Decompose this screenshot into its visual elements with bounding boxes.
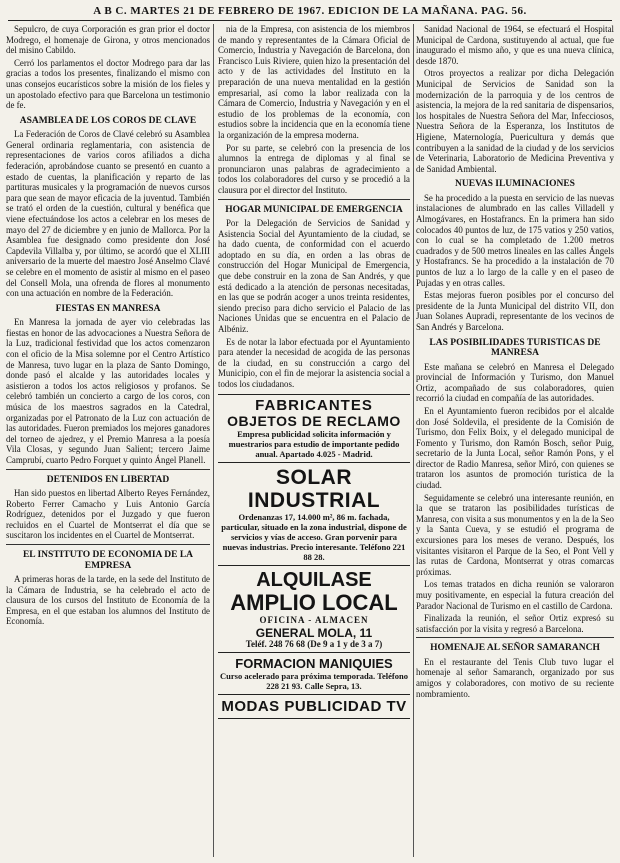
ad-body: Empresa publicidad solicita información y muestrarios para estudio de importante pedido anual. Apartado 4.025 - Madrid. — [228, 428, 400, 459]
ad-formacion-maniquies — [218, 653, 410, 695]
column-2 — [218, 24, 410, 859]
divider — [416, 637, 614, 638]
section-title: ASAMBLEA DE LOS COROS DE CLAVE — [19, 115, 197, 126]
page-header: A B C. MARTES 21 DE FEBRERO DE 1967. EDICION DE LA MAÑANA. PAG. 56. — [8, 4, 612, 21]
paragraph: Sanidad Nacional de 1964, se efectuará el Hospital Municipal de Cardona, sustituyendo al actual, que fue inaugurado el mismo año, y que es una nueva clínica, desde 1870. — [416, 24, 614, 66]
paragraph: Cerró los parlamentos el doctor Modrego para dar las gracias a todos los presentes, finalizando el mismo con unas consejos eucarísticos sobre la misión de los fieles y un apostolado efectivo para que Barcelona un testimonio de fe. — [6, 57, 210, 111]
section-title: LAS POSIBILIDADES TURISTICAS DE MANRESA — [429, 337, 601, 359]
column-1 — [6, 24, 210, 859]
paragraph: Se ha procedido a la puesta en servicio de las nuevas instalaciones de alumbrado en las calles Villadell y Almogávares, en Hostafrancs. En la primera han sido colocados 40 puntos de luz, de 175 vatios y 250 vatios, con lo cual se ha completado de 1.200 metros cuadrados y de 500 metros lineales en las calles Ángels y Hostafrancs. Se ha procedido a la instalación de 70 puntos de luz a lo largo de la calle y en el paseo de Pujadas y en otras calles. — [416, 192, 614, 288]
ad-modas-publicidad — [218, 695, 410, 719]
section-title: EL INSTITUTO DE ECONOMIA DE LA EMPRESA — [22, 550, 194, 571]
ad-title: FORMACION MANIQUIES — [235, 656, 393, 672]
ad-title: SOLAR INDUSTRIAL — [247, 465, 381, 512]
column-divider-2 — [413, 24, 414, 857]
ad-address: GENERAL MOLA, 11 — [255, 626, 373, 641]
ad-solar-industrial — [218, 463, 410, 566]
ad-title: ALQUILASE — [256, 568, 372, 591]
divider — [6, 544, 210, 545]
column-3 — [416, 24, 614, 859]
section-title: HOGAR MUNICIPAL DE EMERGENCIA — [225, 204, 403, 215]
ad-body: Ordenanzas 17, 14.000 m², 86 m. fachada, particular, situado en la zona industrial, dispone de servicios y vías de acceso. Gran porvenir para nuevas industrias. Precio interesante. Teléfono 221 88 28. — [221, 511, 407, 562]
paragraph: Por la Delegación de Servicios de Sanidad y Asistencia Social del Ayuntamiento de la ciudad, se ha dado cuenta, de conformidad con el acuerdo adoptado en su día, en orden a las obras de construcción del Hogar Municipal de Emergencia, que debe construir en la zona de San Andrés, y que está dedicado a la atención de personas necesitadas, en las que se podrán acoger a unos treinta residentes, siendo preciso para dicho servicio el Palacio de las Naciones Unidas que se encuentra en el Palacio de Albéniz. — [218, 218, 410, 334]
paragraph: Otros proyectos a realizar por dicha Delegación Municipal de Servicios de Sanidad son la modernización de la parroquia y de los centros de asistencia, la mejora de la red sanitaria de dispensarios, los hospitales de Nuestra Señora del Mar, Infecciosos, Nuestra Señora de la Esperanza, los Institutos de Higiene, Maternología, Puericultura y demás que contribuyen a la sanidad de la ciudad y de los servicios de Veterinaria, Laboratorio de Medicina Preventiva y de Sanidad Ambiental. — [416, 68, 614, 174]
column-divider-1 — [213, 24, 214, 857]
paragraph: Han sido puestos en libertad Alberto Reyes Fernández, Roberto Ferrer Camacho y Luis Antonio García Rodríguez, detenidos por el Juzgado y que fueron recluidos en el Cuartel de Montserrat el día que se suscitaron los incidentes en el Cuartel de Montserrat. — [6, 488, 210, 541]
divider — [6, 469, 210, 470]
section-title: HOMENAJE AL SEÑOR SAMARANCH — [430, 643, 600, 654]
paragraph: Por su parte, se celebró con la presencia de los alumnos la entrega de diplomas y al final se pronunciaron unas palabras de agradecimiento a todos los colaboradores del curso y se procedió a la clausura por el director del Instituto. — [218, 142, 410, 195]
paragraph: En el restaurante del Tenis Club tuvo lugar el homenaje al señor Samaranch, organizado por sus amigos y colaboradores, con motivo de su reciente nombramiento. — [416, 656, 614, 699]
ad-title: OBJETOS DE RECLAMO — [227, 412, 401, 429]
paragraph: A primeras horas de la tarde, en la sede del Instituto de la Cámara de Industria, se ha celebrado el acto de clausura de los cursos del Instituto de Economía de la Empresa, en el que estaban los alumnos del Instituto de Economía. — [6, 574, 210, 627]
ad-phone: Teléf. 248 76 68 (De 9 a 1 y de 3 a 7) — [245, 638, 383, 649]
ad-title: MODAS PUBLICIDAD TV — [221, 698, 407, 716]
ad-subtitle: OFICINA - ALMACEN — [259, 614, 369, 625]
paragraph: Los temas tratados en dicha reunión se valoraron muy positivamente, en especial la futura creación del Parador Nacional de Turismo en el castillo de Cardona. — [416, 579, 614, 611]
section-title: DETENIDOS EN LIBERTAD — [46, 474, 170, 485]
paragraph: Estas mejoras fueron posibles por el concurso del presidente de la Junta Municipal del distrito VII, don Juan Solanes Aupradi, representante de los vecinos de San Andrés y Barcelona. — [416, 290, 614, 332]
paragraph: En Manresa la jornada de ayer vio celebradas las fiestas en honor de las advocaciones a Nuestra Señora de la Luz, tradicional festividad que los actos comenzaron con el oficio de la Misa solemne por el Centro Artístico de Manresa, tuvo lugar en la plaza de Santo Domingo, donde pasó el alcalde y las autoridades locales y asistieron a todos los actos religiosos y profanos. Se celebró también un concierto a cargo de los coros, con música de los maestros sagrados en la Catedral, organizadas por el Patronato de la Luz con actuación de las autoridades. Fueron premiados los mejores ganadores del torneo de ajedrez, y el Premio Manresa a la poesía Vila Closas, y segundo Juan Salient; tercero Jaime Camprubí, cuarto Pedro Forquet y quinto Ángel Planell. — [6, 317, 210, 465]
classified-ads — [218, 394, 410, 720]
paragraph: La Federación de Coros de Clavé celebró su Asamblea General ordinaria reglamentaria, con asistencia de representaciones de varios coros afiliados a dicha federación, aprobándose cuanto se presentó en cuanto a estado de cuentas, la planificación y reparto de las partituras musicales y la programación de nuevos cursos para que sean de mayor eficacia de la juventud. También se trató el orden de la cuestión, cultural y benéfica que viene efectuándose los actos a celebrar en los meses de mayo del 27 de diciembre y en junio de Mallorca. Por la Asamblea fue designado como presidente don José Capdevila Villalba y, por último, se acordó que el XLIII aniversario de la muerte del maestro José Anselmo Clavé se celebre en el momento de asistir al mismo en el paseo del Consell Mola, una ofrenda de flores al monumento con una actuación en nombre de la Federación. — [6, 129, 210, 299]
ad-body: Curso acelerado para próxima temporada. Teléfono 228 21 93. Calle Sepra, 13. — [220, 671, 408, 692]
ad-alquilase — [218, 566, 410, 654]
section-title: NUEVAS ILUMINACIONES — [455, 179, 575, 190]
section-title: FIESTAS EN MANRESA — [55, 303, 161, 314]
paragraph: En el Ayuntamiento fueron recibidos por el alcalde don José Soldevila, el presidente de la Comisión de Turismo, don Felix Boix, y el delegado municipal de Fomento y Turismo, don Ramón Bosch, señor Puig, secretario de la Junta Local, señor Ramón Pons, y el director de Radio Manresa, señor Miró, con quienes se trataron los asuntos de promoción turística de la ciudad. — [416, 405, 614, 491]
paragraph: Sepulcro, de cuya Corporación es gran prior el doctor Modrego, el homenaje de Girona, y otros mencionados del misino Cabildo. — [6, 24, 210, 56]
ad-title: AMPLIO LOCAL — [230, 589, 398, 615]
paragraph: nia de la Empresa, con asistencia de los miembros de mando y representantes de la Cámara Oficial de Comercio, Industria y Navegación de Barcelona, don Francisco Luis Riviere, quien hizo la presentación del acto y de las actividades del Instituto en la preparación de una nueva mentalidad en la gestión empresarial, así como la labor realizada con la Cámara de Comercio, Industria y Navegación y en el estudio de los problemas de la economía, con estudios sobre la incidencia que en la economía tiene la organización de la empresa moderna. — [218, 24, 410, 140]
paragraph: Finalizada la reunión, el señor Ortiz expresó su satisfacción por la visita y regresó a Barcelona. — [416, 613, 614, 634]
ad-fabricantes — [218, 395, 410, 463]
paragraph: Es de notar la labor efectuada por el Ayuntamiento para atender la necesidad de acogida de las personas de la ciudad, en su construcción a cargo del Municipio, con el fin de mejorar la asistencia social a todos los ciudadanos. — [218, 336, 410, 389]
ad-title: FABRICANTES — [255, 396, 373, 414]
paragraph: Este mañana se celebró en Manresa el Delegado provincial de Información y Turismo, don Manuel Ortiz, acompañado de sus colaboradores, quien recorrió la ciudad en compañía de las autoridades. — [416, 361, 614, 404]
divider — [218, 199, 410, 200]
paragraph: Seguidamente se celebró una interesante reunión, en la que se trataron las posibilidades turísticas de Manresa, con visita a sus monumentos y en la de la Seo y la Santa Cueva, y se estudió el programa de excursiones para los meses de verano. Después, los visitantes visitaron el Parque de la Seo, el Pont Vell y las rutas de Cardona, Montserrat y otras comarcas próximas. — [416, 492, 614, 577]
